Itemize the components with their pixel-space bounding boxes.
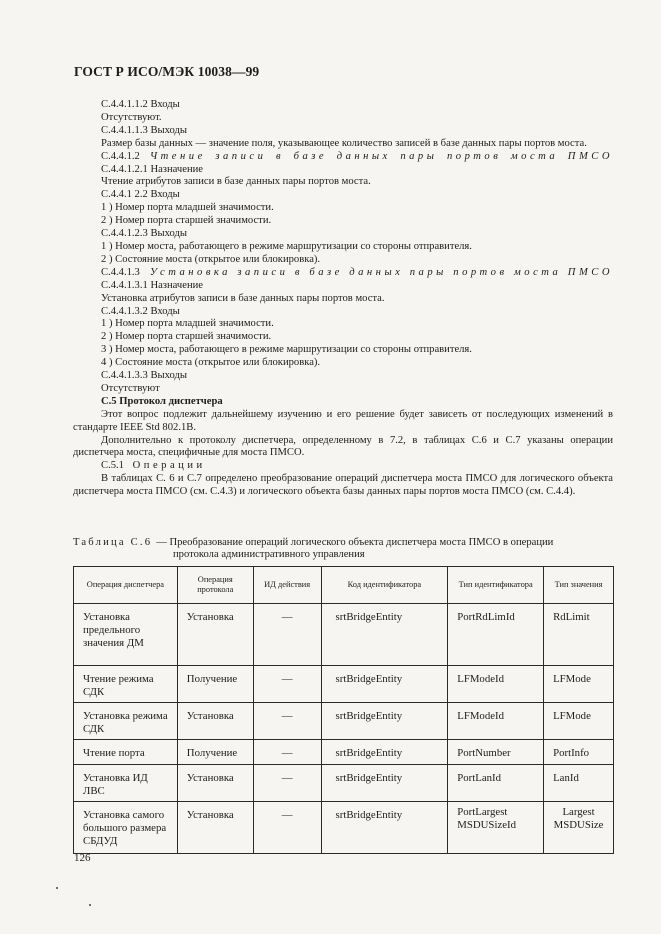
cell-operation: Установка предельного значения ДМ	[74, 604, 178, 666]
cell-operation: Чтение режима СДК	[74, 666, 178, 703]
table-row	[74, 740, 614, 765]
cell-operation: Установка самого большого размера СБДУД	[74, 802, 178, 854]
cell-identifier-code: srtBridgeEntity	[321, 604, 448, 666]
cell-operation: Чтение порта	[74, 740, 178, 765]
table-row	[74, 666, 614, 703]
cell-action-id: —	[253, 666, 321, 703]
cell-identifier-code: srtBridgeEntity	[321, 703, 448, 740]
cell-value-type: RdLimit	[544, 604, 614, 666]
col-header-value-type: Тип значения	[544, 567, 614, 604]
list-item: 2 ) Состояние моста (открытое или блокировка).	[101, 253, 321, 265]
table-row	[74, 703, 614, 740]
scan-speck	[89, 904, 91, 906]
cell-identifier-code: srtBridgeEntity	[321, 666, 448, 703]
clause-heading: С.4.4.1.1.3 Выходы	[101, 124, 188, 136]
cell-protocol-operation: Получение	[177, 666, 253, 703]
page-number: 126	[74, 852, 91, 864]
cell-action-id: —	[253, 703, 321, 740]
section-heading: С.5 Протокол диспетчера	[101, 395, 223, 407]
cell-action-id: —	[253, 740, 321, 765]
clause-heading-spaced	[73, 151, 613, 164]
table-row	[74, 765, 614, 802]
subsection-heading	[73, 460, 613, 473]
paragraph: Дополнительно к протоколу диспетчера, определенному в 7.2, в таблицах С.6 и С.7 указаны операции диспетчера моста, специфичные для моста ПМСО.	[73, 434, 613, 459]
cell-identifier-type: PortLargest MSDUSizeId	[448, 802, 544, 854]
cell-protocol-operation: Установка	[177, 604, 253, 666]
caption-text: — Преобразование операций логического объекта диспетчера моста ПМСО в операции	[156, 537, 554, 548]
cell-protocol-operation: Получение	[177, 740, 253, 765]
clause-number: С.4.4.1.2	[101, 150, 140, 162]
paragraph: Размер базы данных — значение поля, указывающее количество записей в базе данных пары портов моста.	[101, 137, 587, 149]
cell-action-id: —	[253, 802, 321, 854]
cell-action-id: —	[253, 765, 321, 802]
paragraph: В таблицах С. 6 и С.7 определено преобразование операций диспетчера моста ПМСО для логического объекта диспетчера моста ПМСО (см. С.4.3) и логического объекта базы данных пары портов моста ПМСО (см. С.4.4).	[73, 473, 613, 498]
cell-identifier-type: PortNumber	[448, 740, 544, 765]
col-header-action-id: ИД действия	[253, 567, 321, 604]
cell-operation: Установка ИД ЛВС	[74, 765, 178, 802]
cell-identifier-code: srtBridgeEntity	[321, 740, 448, 765]
cell-identifier-type: LFModeId	[448, 666, 544, 703]
document-header: ГОСТ Р ИСО/МЭК 10038—99	[74, 64, 260, 79]
caption-label: Таблица С.6	[73, 537, 153, 548]
list-item: 1 ) Номер моста, работающего в режиме маршрутизации со стороны отправителя.	[101, 240, 472, 252]
cell-identifier-code: srtBridgeEntity	[321, 765, 448, 802]
cell-identifier-type: PortLanId	[448, 765, 544, 802]
cell-value-type: LanId	[544, 765, 614, 802]
list-item: 2 ) Номер порта старшей значимости.	[101, 215, 272, 227]
cell-operation: Установка режима СДК	[74, 703, 178, 740]
cell-protocol-operation: Установка	[177, 802, 253, 854]
document-body	[73, 99, 613, 499]
cell-protocol-operation: Установка	[177, 765, 253, 802]
clause-heading-spaced	[73, 267, 613, 280]
clause-number: С.4.4.1.3	[101, 266, 140, 278]
table-row	[74, 802, 614, 854]
cell-identifier-code: srtBridgeEntity	[321, 802, 448, 854]
cell-action-id: —	[253, 604, 321, 666]
cell-identifier-type: LFModeId	[448, 703, 544, 740]
col-header-operation: Операция диспетчера	[74, 567, 178, 604]
paragraph: Отсутствуют.	[101, 111, 162, 123]
cell-value-type: Largest MSDUSize	[544, 802, 614, 854]
subsection-title: Операции	[132, 460, 206, 472]
cell-protocol-operation: Установка	[177, 703, 253, 740]
caption-second-line: протокола административного управления	[173, 549, 365, 561]
col-header-identifier-code: Код идентификатора	[321, 567, 448, 604]
list-item: 1 ) Номер порта младшей значимости.	[101, 318, 274, 330]
col-header-protocol-operation: Операция протокола	[177, 567, 253, 604]
clause-heading: С.4.4.1.1.2 Входы	[101, 99, 180, 110]
cell-value-type: LFMode	[544, 666, 614, 703]
caption-first-line	[73, 537, 613, 549]
paragraph: Отсутствуют	[101, 382, 160, 394]
subsection-number: С.5.1	[101, 460, 124, 472]
list-item: 3 ) Номер моста, работающего в режиме маршрутизации со стороны отправителя.	[101, 344, 472, 356]
table-header-row	[74, 567, 614, 604]
clause-heading: С.4.4.1 2.2 Входы	[101, 189, 180, 201]
paragraph: Этот вопрос подлежит дальнейшему изучению и его решение будет зависеть от последующих изменений в стандарте IEEE Std 802.1В.	[73, 408, 613, 433]
clause-heading: С.4.4.1.3.2 Входы	[101, 305, 180, 317]
table-row	[74, 604, 614, 666]
col-header-identifier-type: Тип идентификатора	[448, 567, 544, 604]
operations-table	[73, 566, 614, 854]
clause-title: Чтение записи в базе данных пары портов моста ПМСО	[149, 150, 613, 162]
cell-value-type: PortInfo	[544, 740, 614, 765]
clause-title: Установка записи в базе данных пары портов моста ПМСО	[149, 266, 613, 278]
cell-value-type: LFMode	[544, 703, 614, 740]
list-item: 4 ) Состояние моста (открытое или блокировка).	[101, 357, 321, 369]
table-caption	[73, 537, 613, 562]
paragraph: Установка атрибутов записи в базе данных пары портов моста.	[101, 292, 385, 304]
cell-identifier-type: PortRdLimId	[448, 604, 544, 666]
clause-heading: С.4.4.1.3.3 Выходы	[101, 370, 188, 382]
clause-heading: С.4.4.1.2.3 Выходы	[101, 228, 188, 240]
scan-speck	[56, 887, 58, 889]
paragraph: Чтение атрибутов записи в базе данных пары портов моста.	[101, 176, 371, 188]
clause-heading: С.4.4.1.3.1 Назначение	[101, 279, 203, 291]
list-item: 1 ) Номер порта младшей значимости.	[101, 202, 274, 214]
list-item: 2 ) Номер порта старшей значимости.	[101, 331, 272, 343]
clause-heading: С.4.4.1.2.1 Назначение	[101, 163, 203, 175]
